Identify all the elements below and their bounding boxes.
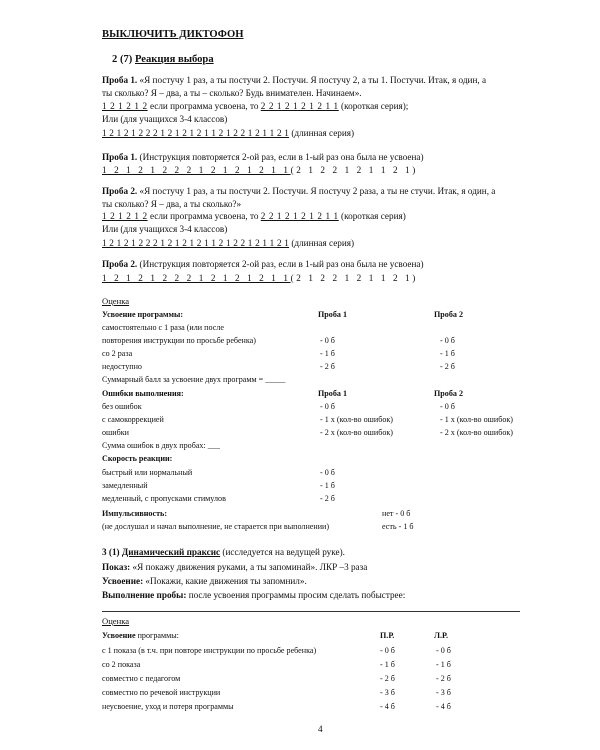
eval3-row-1-pr: - 1 б xyxy=(380,660,395,669)
section-3-show-label: Показ: xyxy=(102,562,131,572)
trial1-repeat-label: Проба 1. xyxy=(102,152,138,162)
eval2-learning-row-3-t1: - 2 б xyxy=(320,362,335,371)
section-2-heading xyxy=(112,54,214,65)
trial1-seq-short-series: 2 2 1 2 1 2 1 2 1 1 xyxy=(260,101,339,111)
eval2-errors-row-0-t2: - 0 б xyxy=(440,402,455,411)
page-title: ВЫКЛЮЧИТЬ ДИКТОФОН xyxy=(102,29,244,40)
eval2-errors-col-trial1: Проба 1 xyxy=(318,389,348,398)
section-3-learning-label: Усвоение: xyxy=(102,576,144,586)
eval3-row-4-lr: - 4 б xyxy=(436,702,451,711)
section-3-heading xyxy=(102,547,345,558)
section-3-note: (исследуется на ведущей руке). xyxy=(222,547,345,557)
trial1-seq-short: 1 2 1 2 1 2 xyxy=(102,101,148,111)
trial2-long-line xyxy=(102,238,354,249)
section-3-show xyxy=(102,562,367,573)
trial1-short-line xyxy=(102,101,408,112)
eval3-row-0-lr: - 0 б xyxy=(436,646,451,655)
eval2-errors-total: Сумма ошибок в двух пробах: ___ xyxy=(102,441,220,450)
eval2-errors-row-0-t1: - 0 б xyxy=(320,402,335,411)
eval2-impulsivity-yes: есть - 1 б xyxy=(382,522,414,531)
trial1-if-learned: если программа усвоена, то xyxy=(149,101,259,111)
eval3-learning-heading-rest: программы: xyxy=(135,631,179,640)
eval2-learning-row-1-t2: - 0 б xyxy=(440,336,455,345)
eval2-errors-row-2-t2: - 2 х (кол-во ошибок) xyxy=(440,428,513,437)
section-3-name: Динамический праксис xyxy=(121,547,221,557)
eval2-errors-col-trial2: Проба 2 xyxy=(434,389,464,398)
eval2-learning-row-2-t1: - 1 б xyxy=(320,349,335,358)
trial1-instruction-text: «Я постучу 1 раз, а ты постучи 2. Постучи. Я постучу 2, а ты 1. Постучи. Итак, я один, а xyxy=(139,75,487,85)
trial1-repeat-note: (Инструкция повторяется 2-ой раз, если в 1-ый раз она была не усвоена) xyxy=(139,152,424,162)
section-3-number: 3 (1) xyxy=(102,547,120,557)
eval2-speed-row-0: быстрый или нормальный xyxy=(102,468,193,477)
eval3-learning-heading-line xyxy=(102,630,179,641)
trial1-repeat-heading xyxy=(102,152,424,163)
eval3-row-3-lr: - 3 б xyxy=(436,688,451,697)
eval3-row-1: со 2 показа xyxy=(102,660,141,669)
eval3-row-0-pr: - 0 б xyxy=(380,646,395,655)
section-3-learning-text: «Покажи, какие движения ты запомнил». xyxy=(145,576,307,586)
eval2-learning-row-1-t1: - 0 б xyxy=(320,336,335,345)
section-3-execution-label: Выполнение пробы: xyxy=(102,590,187,600)
trial1-instruction-cont: ты сколько? Я – два, а ты – сколько? Будь внимателен. Начинаем». xyxy=(102,88,362,98)
eval3-row-4-pr: - 4 б xyxy=(380,702,395,711)
trial1-long-note: (длинная серия) xyxy=(291,128,355,138)
section-3-show-text: «Я покажу движения руками, а ты запоминай». ЛКР –3 раза xyxy=(132,562,368,572)
eval2-errors-heading: Ошибки выполнения: xyxy=(102,389,184,398)
trial1-repeat-seq-line xyxy=(102,165,418,176)
trial2-instruction-text: «Я постучу 1 раз, а ты постучи 2. Постучи. Я постучу 2 раза, а ты не стучи. Итак, я один, xyxy=(139,186,489,196)
trial2-long-note: (длинная серия) xyxy=(291,238,355,248)
eval2-impulsivity-heading: Импульсивность: xyxy=(102,509,168,518)
section-2-name: Реакция выбора xyxy=(134,54,214,65)
eval2-errors-row-1-t1: - 1 х (кол-во ошибок) xyxy=(320,415,393,424)
eval2-errors-row-0: без ошибок xyxy=(102,402,142,411)
trial2-repeat-seq-paren: (2 1 2 2 1 2 1 1 2 1) xyxy=(290,273,418,283)
eval3-row-2-pr: - 2 б xyxy=(380,674,395,683)
eval3-row-3-pr: - 3 б xyxy=(380,688,395,697)
trial1-seq-long: 1 2 1 2 1 2 2 2 1 2 1 2 1 2 1 1 2 1 2 2 1 2 1 1 2 1 xyxy=(102,128,290,138)
trial2-seq-long: 1 2 1 2 1 2 2 2 1 2 1 2 1 2 1 1 2 1 2 2 1 2 1 1 2 1 xyxy=(102,238,290,248)
eval2-learning-total: Суммарный балл за усвоение двух программ = _____ xyxy=(102,375,286,384)
eval2-learning-row-0: самостоятельно с 1 раза (или после xyxy=(102,323,224,332)
trial2-short-note: (короткая серия) xyxy=(341,211,406,221)
eval2-learning-row-2-t2: - 1 б xyxy=(440,349,455,358)
eval2-errors-row-1: с самокоррекцией xyxy=(102,415,164,424)
eval3-row-3: совместно по речевой инструкции xyxy=(102,688,221,697)
trial1-instruction xyxy=(102,75,486,86)
eval2-learning-row-3-t2: - 2 б xyxy=(440,362,455,371)
eval3-row-1-lr: - 1 б xyxy=(436,660,451,669)
section-2-number: 2 (7) xyxy=(112,54,133,65)
eval3-learning-heading: Усвоение xyxy=(102,631,136,640)
eval2-learning-row-3: недоступно xyxy=(102,362,142,371)
trial2-repeat-seq: 1 2 1 2 1 2 2 2 1 2 1 2 1 2 1 1 xyxy=(102,273,291,283)
eval2-errors-row-1-t2: - 1 х (кол-во ошибок) xyxy=(440,415,513,424)
trial2-repeat-seq-line xyxy=(102,273,418,284)
trial2-instruction-end: а xyxy=(491,186,496,196)
page-number: 4 xyxy=(318,724,323,734)
eval2-speed-row-2-score: - 2 б xyxy=(320,494,335,503)
section-3-execution xyxy=(102,590,405,601)
trial2-repeat-heading xyxy=(102,259,424,270)
eval3-row-2: совместно с педагогом xyxy=(102,674,181,683)
eval2-speed-heading: Скорость реакции: xyxy=(102,454,173,463)
trial1-repeat-seq: 1 2 1 2 1 2 2 2 1 2 1 2 1 2 1 1 xyxy=(102,165,291,175)
eval2-heading: Оценка xyxy=(102,296,130,306)
eval2-errors-row-2: ошибки xyxy=(102,428,129,437)
trial2-instruction xyxy=(102,186,495,197)
trial1-long-line xyxy=(102,128,354,139)
trial1-or-students: Или (для учащихся 3-4 классов) xyxy=(102,114,228,124)
eval2-errors-row-2-t1: - 2 х (кол-во ошибок) xyxy=(320,428,393,437)
eval2-learning-row-1: повторения инструкции по просьбе ребенка) xyxy=(102,336,256,345)
eval2-col-trial1: Проба 1 xyxy=(318,310,348,319)
section-3-learning xyxy=(102,576,307,587)
trial2-instruction-cont: ты сколько? Я – два, а ты сколько?» xyxy=(102,199,242,209)
eval2-impulsivity-desc: (не дослушал и начал выполнение, не старается при выполнении) xyxy=(102,522,330,531)
section-3-rule xyxy=(102,611,520,612)
trial2-repeat-label: Проба 2. xyxy=(102,259,138,269)
eval2-impulsivity-no: нет - 0 б xyxy=(382,509,411,518)
trial2-seq-short: 1 2 1 2 1 2 xyxy=(102,211,148,221)
eval2-col-trial2: Проба 2 xyxy=(434,310,464,319)
eval3-row-2-lr: - 2 б xyxy=(436,674,451,683)
trial2-seq-short-series: 2 2 1 2 1 2 1 2 1 1 xyxy=(260,211,339,221)
eval2-speed-row-1-score: - 1 б xyxy=(320,481,335,490)
eval3-col-right: П.Р. xyxy=(380,631,395,640)
trial1-short-note: (короткая серия); xyxy=(341,101,409,111)
trial2-or-students: Или (для учащихся 3-4 классов) xyxy=(102,224,228,234)
eval3-row-4: неусвоение, уход и потеря программы xyxy=(102,702,234,711)
trial2-if-learned: если программа усвоена, то xyxy=(149,211,259,221)
eval2-learning-row-2: со 2 раза xyxy=(102,349,133,358)
section-3-execution-text: после усвоения программы просим сделать побыстрее: xyxy=(188,590,406,600)
eval3-heading: Оценка xyxy=(102,616,130,626)
eval2-speed-row-2: медленный, с пропусками стимулов xyxy=(102,494,226,503)
eval3-col-left: Л.Р. xyxy=(434,631,449,640)
trial2-short-line xyxy=(102,211,406,222)
trial2-label: Проба 2. xyxy=(102,186,138,196)
eval3-row-0: с 1 показа (в т.ч. при повторе инструкции по просьбе ребенка) xyxy=(102,646,317,655)
eval2-speed-row-0-score: - 0 б xyxy=(320,468,335,477)
trial1-repeat-seq-paren: (2 1 2 2 1 2 1 1 2 1) xyxy=(290,165,418,175)
eval2-learning-heading: Усвоение программы: xyxy=(102,310,184,319)
eval2-speed-row-1: замедленный xyxy=(102,481,148,490)
trial2-repeat-note: (Инструкция повторяется 2-ой раз, если в 1-ый раз она была не усвоена) xyxy=(139,259,424,269)
trial1-label: Проба 1. xyxy=(102,75,138,85)
